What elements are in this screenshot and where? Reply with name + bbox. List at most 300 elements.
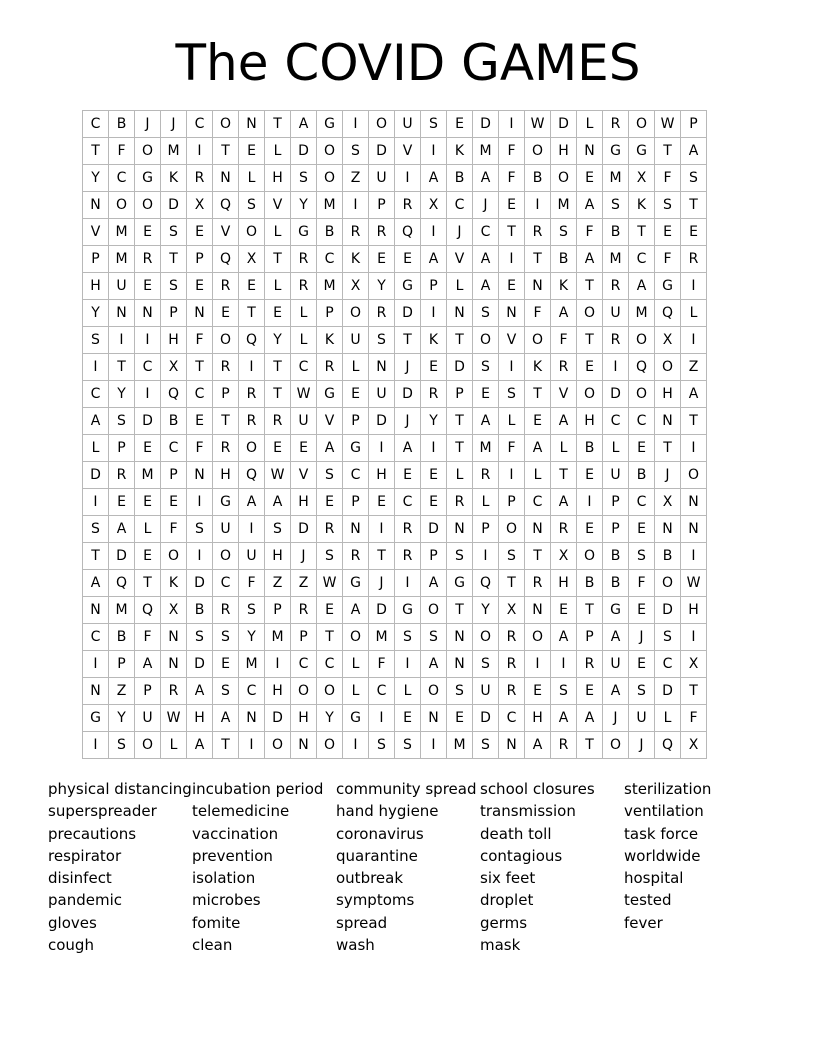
grid-cell: P <box>317 300 343 327</box>
grid-cell: G <box>83 705 109 732</box>
grid-cell: X <box>239 246 265 273</box>
grid-cell: L <box>681 300 707 327</box>
grid-cell: T <box>629 219 655 246</box>
grid-cell: C <box>83 111 109 138</box>
grid-cell: H <box>187 705 213 732</box>
word-list-item: quarantine <box>336 846 418 865</box>
grid-cell: F <box>681 705 707 732</box>
grid-cell: M <box>473 435 499 462</box>
grid-cell: R <box>343 219 369 246</box>
grid-cell: E <box>161 489 187 516</box>
grid-cell: U <box>213 516 239 543</box>
grid-cell: K <box>447 138 473 165</box>
grid-cell: N <box>213 165 239 192</box>
grid-cell: R <box>499 624 525 651</box>
grid-cell: P <box>499 489 525 516</box>
grid-cell: E <box>369 489 395 516</box>
grid-cell: R <box>395 192 421 219</box>
grid-cell: E <box>577 462 603 489</box>
grid-cell: I <box>83 732 109 759</box>
grid-cell: I <box>681 543 707 570</box>
word-list-item: community spread <box>336 780 477 798</box>
grid-cell: P <box>577 624 603 651</box>
grid-cell: P <box>187 246 213 273</box>
grid-cell: D <box>109 543 135 570</box>
grid-cell: T <box>265 246 291 273</box>
grid-cell: S <box>187 516 213 543</box>
grid-cell: S <box>161 219 187 246</box>
grid-cell: I <box>681 624 707 651</box>
grid-cell: X <box>655 327 681 354</box>
grid-cell: O <box>213 327 239 354</box>
grid-cell: B <box>447 165 473 192</box>
grid-cell: G <box>343 435 369 462</box>
grid-cell: N <box>525 273 551 300</box>
grid-cell: T <box>83 543 109 570</box>
grid-cell: G <box>317 381 343 408</box>
grid-cell: D <box>395 381 421 408</box>
grid-cell: O <box>317 138 343 165</box>
grid-cell: Y <box>317 705 343 732</box>
grid-cell: D <box>421 516 447 543</box>
grid-cell: Y <box>83 165 109 192</box>
grid-cell: L <box>395 678 421 705</box>
grid-cell: S <box>655 624 681 651</box>
grid-cell: I <box>395 651 421 678</box>
grid-cell: K <box>525 354 551 381</box>
grid-cell: I <box>551 651 577 678</box>
grid-cell: F <box>629 570 655 597</box>
word-list-column <box>336 778 480 956</box>
grid-cell: F <box>369 651 395 678</box>
grid-cell: C <box>369 678 395 705</box>
grid-cell: I <box>421 138 447 165</box>
grid-cell: B <box>187 597 213 624</box>
grid-cell: W <box>291 381 317 408</box>
word-list-item: prevention <box>192 846 273 865</box>
grid-cell: I <box>83 651 109 678</box>
grid-cell: R <box>681 246 707 273</box>
grid-cell: P <box>161 300 187 327</box>
grid-cell: S <box>499 543 525 570</box>
grid-cell: C <box>395 489 421 516</box>
grid-cell: E <box>135 273 161 300</box>
grid-cell: A <box>187 678 213 705</box>
grid-cell: P <box>291 624 317 651</box>
grid-cell: O <box>525 138 551 165</box>
grid-cell: U <box>135 705 161 732</box>
word-list-column <box>480 778 624 956</box>
grid-cell: R <box>239 381 265 408</box>
grid-cell: S <box>447 678 473 705</box>
grid-cell: K <box>317 327 343 354</box>
grid-cell: T <box>551 462 577 489</box>
grid-cell: D <box>473 111 499 138</box>
grid-cell: C <box>187 111 213 138</box>
grid-cell: A <box>603 624 629 651</box>
grid-cell: Q <box>239 327 265 354</box>
grid-cell: E <box>577 678 603 705</box>
grid-cell: O <box>239 219 265 246</box>
grid-cell: T <box>213 732 239 759</box>
grid-cell: L <box>551 435 577 462</box>
grid-cell: I <box>135 327 161 354</box>
word-list-item: transmission <box>480 802 576 821</box>
grid-cell: O <box>317 165 343 192</box>
grid-cell: G <box>603 138 629 165</box>
grid-cell: S <box>603 192 629 219</box>
grid-cell: O <box>473 327 499 354</box>
grid-cell: P <box>421 543 447 570</box>
grid-cell: J <box>291 543 317 570</box>
grid-cell: E <box>187 408 213 435</box>
grid-cell: L <box>161 732 187 759</box>
grid-cell: M <box>109 246 135 273</box>
grid-cell: R <box>135 246 161 273</box>
word-list-item: cough <box>48 936 94 955</box>
grid-cell: S <box>473 354 499 381</box>
grid-cell: T <box>213 408 239 435</box>
grid-cell: P <box>161 462 187 489</box>
grid-cell: P <box>343 408 369 435</box>
grid-cell: D <box>187 570 213 597</box>
grid-row <box>83 732 707 759</box>
word-list-item: fever <box>624 913 663 932</box>
grid-cell: I <box>239 354 265 381</box>
grid-cell: C <box>473 219 499 246</box>
grid-cell: V <box>551 381 577 408</box>
grid-cell: B <box>655 543 681 570</box>
grid-cell: R <box>421 381 447 408</box>
grid-cell: A <box>577 246 603 273</box>
grid-cell: O <box>109 192 135 219</box>
grid-cell: C <box>187 381 213 408</box>
grid-row <box>83 462 707 489</box>
grid-cell: S <box>629 678 655 705</box>
grid-cell: C <box>629 246 655 273</box>
grid-cell: D <box>603 381 629 408</box>
grid-cell: I <box>265 651 291 678</box>
grid-cell: D <box>135 408 161 435</box>
grid-cell: B <box>629 462 655 489</box>
grid-cell: H <box>369 462 395 489</box>
grid-cell: K <box>629 192 655 219</box>
grid-cell: V <box>291 462 317 489</box>
word-list-item: incubation period <box>192 780 324 798</box>
grid-cell: O <box>681 462 707 489</box>
grid-cell: R <box>213 354 239 381</box>
grid-cell: D <box>369 408 395 435</box>
grid-cell: H <box>83 273 109 300</box>
grid-cell: H <box>681 597 707 624</box>
grid-cell: O <box>577 381 603 408</box>
grid-cell: A <box>577 705 603 732</box>
grid-cell: F <box>239 570 265 597</box>
grid-cell: B <box>603 543 629 570</box>
grid-cell: H <box>655 381 681 408</box>
grid-cell: E <box>239 138 265 165</box>
grid-cell: J <box>655 462 681 489</box>
grid-cell: E <box>421 354 447 381</box>
grid-cell: U <box>629 705 655 732</box>
grid-cell: I <box>343 192 369 219</box>
grid-cell: E <box>525 678 551 705</box>
word-list-item: ventilation <box>624 802 704 821</box>
grid-cell: L <box>499 408 525 435</box>
word-list-item: task force <box>624 824 699 843</box>
grid-cell: R <box>343 543 369 570</box>
grid-cell: E <box>291 435 317 462</box>
grid-cell: M <box>447 732 473 759</box>
grid-row <box>83 705 707 732</box>
grid-cell: M <box>317 192 343 219</box>
grid-cell: S <box>317 543 343 570</box>
grid-cell: A <box>473 165 499 192</box>
grid-row <box>83 354 707 381</box>
grid-cell: C <box>603 408 629 435</box>
grid-cell: I <box>83 489 109 516</box>
word-list-item: hospital <box>624 869 684 888</box>
grid-cell: J <box>603 705 629 732</box>
grid-cell: N <box>83 597 109 624</box>
grid-cell: N <box>291 732 317 759</box>
grid-cell: S <box>499 381 525 408</box>
grid-cell: Q <box>655 300 681 327</box>
grid-cell: A <box>421 570 447 597</box>
grid-cell: R <box>551 732 577 759</box>
grid-cell: R <box>395 516 421 543</box>
grid-cell: G <box>395 597 421 624</box>
grid-cell: P <box>681 111 707 138</box>
grid-cell: E <box>135 219 161 246</box>
grid-cell: R <box>525 570 551 597</box>
grid-cell: R <box>577 651 603 678</box>
grid-cell: Q <box>213 246 239 273</box>
grid-cell: I <box>343 111 369 138</box>
grid-cell: B <box>161 408 187 435</box>
grid-cell: R <box>291 246 317 273</box>
grid-cell: I <box>135 381 161 408</box>
grid-cell: A <box>551 300 577 327</box>
grid-cell: C <box>629 408 655 435</box>
grid-cell: U <box>239 543 265 570</box>
grid-cell: O <box>343 624 369 651</box>
grid-cell: T <box>499 570 525 597</box>
grid-cell: O <box>291 678 317 705</box>
grid-cell: F <box>109 138 135 165</box>
grid-cell: D <box>369 138 395 165</box>
grid-cell: T <box>525 246 551 273</box>
grid-cell: S <box>369 327 395 354</box>
grid-cell: N <box>343 516 369 543</box>
word-list-item: disinfect <box>48 869 112 888</box>
grid-cell: S <box>655 192 681 219</box>
grid-cell: E <box>265 435 291 462</box>
word-list-item: physical distancing <box>48 780 192 798</box>
grid-cell: Q <box>395 219 421 246</box>
grid-cell: S <box>421 624 447 651</box>
word-list-item: contagious <box>480 846 563 865</box>
grid-cell: A <box>135 651 161 678</box>
grid-cell: T <box>577 327 603 354</box>
grid-cell: U <box>603 462 629 489</box>
grid-cell: T <box>83 138 109 165</box>
grid-cell: I <box>187 489 213 516</box>
grid-row <box>83 165 707 192</box>
grid-cell: S <box>265 516 291 543</box>
grid-cell: D <box>655 678 681 705</box>
grid-cell: I <box>239 516 265 543</box>
grid-cell: H <box>577 408 603 435</box>
word-list-item: sterilization <box>624 780 712 798</box>
grid-cell: R <box>603 273 629 300</box>
grid-cell: G <box>343 570 369 597</box>
grid-cell: U <box>603 300 629 327</box>
grid-cell: N <box>499 732 525 759</box>
grid-cell: J <box>135 111 161 138</box>
grid-cell: I <box>187 543 213 570</box>
grid-cell: D <box>551 111 577 138</box>
grid-cell: C <box>213 570 239 597</box>
grid-cell: C <box>499 705 525 732</box>
grid-cell: F <box>135 624 161 651</box>
grid-cell: M <box>369 624 395 651</box>
grid-cell: E <box>395 246 421 273</box>
grid-cell: O <box>551 165 577 192</box>
grid-cell: H <box>291 705 317 732</box>
grid-cell: P <box>343 489 369 516</box>
word-list-item: mask <box>480 936 521 955</box>
grid-cell: A <box>343 597 369 624</box>
grid-cell: D <box>291 138 317 165</box>
grid-cell: V <box>317 408 343 435</box>
grid-cell: S <box>473 651 499 678</box>
grid-cell: W <box>681 570 707 597</box>
grid-cell: X <box>187 192 213 219</box>
grid-cell: T <box>525 381 551 408</box>
grid-cell: I <box>473 543 499 570</box>
grid-row <box>83 489 707 516</box>
grid-cell: E <box>681 219 707 246</box>
grid-cell: S <box>681 165 707 192</box>
grid-cell: D <box>655 597 681 624</box>
grid-cell: F <box>525 300 551 327</box>
grid-cell: B <box>577 570 603 597</box>
grid-cell: H <box>161 327 187 354</box>
word-list <box>48 778 768 956</box>
grid-cell: E <box>369 246 395 273</box>
grid-cell: N <box>681 489 707 516</box>
grid-cell: A <box>681 138 707 165</box>
grid-cell: B <box>317 219 343 246</box>
grid-cell: D <box>291 516 317 543</box>
grid-cell: C <box>525 489 551 516</box>
grid-cell: N <box>525 597 551 624</box>
grid-cell: L <box>83 435 109 462</box>
grid-cell: N <box>135 300 161 327</box>
grid-cell: J <box>447 219 473 246</box>
grid-cell: N <box>499 300 525 327</box>
grid-cell: V <box>265 192 291 219</box>
grid-cell: X <box>499 597 525 624</box>
grid-cell: E <box>577 354 603 381</box>
grid-cell: W <box>161 705 187 732</box>
grid-cell: I <box>421 300 447 327</box>
grid-cell: L <box>447 462 473 489</box>
grid-cell: C <box>447 192 473 219</box>
word-list-item: germs <box>480 913 528 932</box>
grid-cell: S <box>213 678 239 705</box>
grid-cell: M <box>239 651 265 678</box>
grid-cell: U <box>369 165 395 192</box>
word-list-item: superspreader <box>48 802 157 821</box>
grid-row <box>83 111 707 138</box>
grid-cell: I <box>421 219 447 246</box>
grid-cell: H <box>265 165 291 192</box>
grid-cell: E <box>551 597 577 624</box>
grid-cell: K <box>421 327 447 354</box>
grid-cell: L <box>473 489 499 516</box>
grid-cell: A <box>473 408 499 435</box>
grid-cell: L <box>655 705 681 732</box>
grid-cell: R <box>603 327 629 354</box>
grid-cell: J <box>629 624 655 651</box>
grid-cell: V <box>213 219 239 246</box>
grid-cell: E <box>239 273 265 300</box>
grid-cell: E <box>109 489 135 516</box>
grid-cell: N <box>239 705 265 732</box>
grid-cell: E <box>499 192 525 219</box>
grid-cell: O <box>473 624 499 651</box>
grid-cell: T <box>577 732 603 759</box>
grid-row <box>83 327 707 354</box>
grid-cell: Z <box>291 570 317 597</box>
grid-cell: S <box>109 732 135 759</box>
grid-cell: E <box>447 705 473 732</box>
grid-cell: T <box>369 543 395 570</box>
grid-cell: O <box>135 138 161 165</box>
grid-cell: B <box>603 219 629 246</box>
grid-cell: Y <box>369 273 395 300</box>
grid-cell: H <box>265 678 291 705</box>
grid-cell: X <box>681 732 707 759</box>
grid-cell: N <box>83 192 109 219</box>
word-list-item: spread <box>336 913 388 932</box>
grid-cell: D <box>447 354 473 381</box>
grid-cell: E <box>421 462 447 489</box>
grid-cell: S <box>551 678 577 705</box>
grid-cell: C <box>291 651 317 678</box>
grid-cell: A <box>551 705 577 732</box>
grid-cell: E <box>213 651 239 678</box>
grid-cell: T <box>187 354 213 381</box>
grid-cell: I <box>343 732 369 759</box>
grid-cell: R <box>109 462 135 489</box>
grid-cell: A <box>187 732 213 759</box>
grid-cell: F <box>499 165 525 192</box>
grid-cell: I <box>369 705 395 732</box>
word-search-grid <box>82 110 707 759</box>
grid-row <box>83 570 707 597</box>
grid-cell: A <box>629 273 655 300</box>
grid-cell: E <box>629 597 655 624</box>
grid-cell: N <box>369 354 395 381</box>
grid-cell: L <box>239 165 265 192</box>
grid-cell: N <box>83 678 109 705</box>
grid-cell: I <box>499 462 525 489</box>
grid-cell: T <box>499 219 525 246</box>
grid-cell: O <box>135 732 161 759</box>
